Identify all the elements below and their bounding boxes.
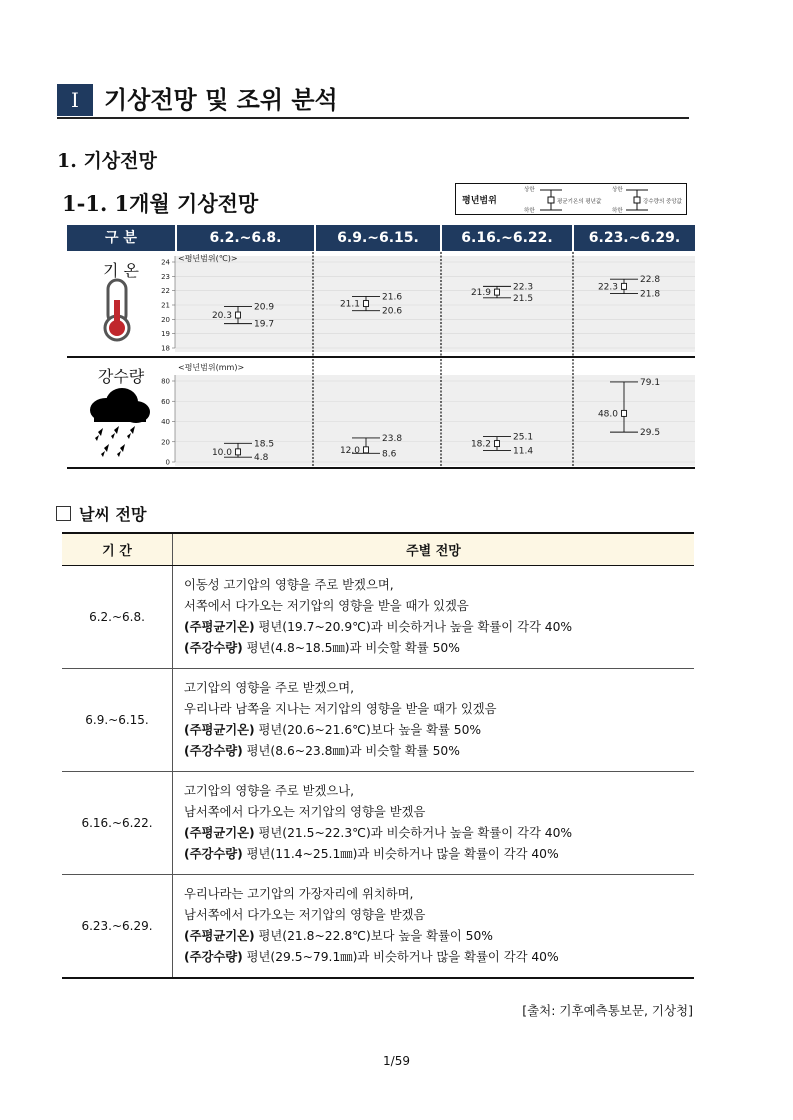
rain-text: 평년(11.4~25.1㎜)과 비슷하거나 많을 확률이 각각 40%: [242, 847, 559, 861]
mid-value-label: 21.1: [339, 299, 360, 310]
rain-tag: (주강수량): [184, 744, 243, 758]
upper-value-label: 22.8: [640, 275, 661, 286]
legend-lower-label: 하한: [524, 208, 535, 214]
rain-tag: (주강수량): [184, 950, 243, 964]
outlook-line-2: 남서쪽에서 다가오는 저기압의 영향을 받겠음: [184, 908, 426, 922]
mid-marker: [236, 449, 241, 455]
weather-outlook-table: [62, 532, 694, 979]
row-outlook: [173, 875, 695, 979]
plot-area: [175, 256, 695, 352]
temp-tag: (주평균기온): [184, 929, 255, 943]
temp-text: 평년(20.6~21.6℃)보다 높을 확률 50%: [254, 723, 482, 737]
y-tick-label: 0: [165, 458, 170, 467]
chart-header-period-4: 6.23.~6.29.: [588, 230, 681, 246]
temp-text: 평년(21.5~22.3℃)과 비슷하거나 높을 확률이 각각 40%: [254, 826, 573, 840]
chart-bottom-border: [67, 467, 695, 469]
mid-value-label: 22.3: [597, 282, 618, 293]
outlook-line-1: 고기압의 영향을 주로 받겠으나,: [184, 784, 355, 798]
outlook-temp: [184, 926, 694, 947]
table-row: [62, 566, 694, 669]
chart-header-category: 구 분: [105, 230, 137, 246]
rain-tag: (주강수량): [184, 847, 243, 861]
temperature-range-chart: [140, 252, 695, 356]
col-outlook-header: 주별 전망: [173, 533, 695, 566]
y-tick-label: 80: [161, 377, 170, 386]
outlook-temp: [184, 720, 694, 741]
mid-marker: [495, 441, 500, 447]
mid-marker: [364, 447, 369, 453]
y-tick-label: 22: [161, 287, 170, 296]
y-tick-label: 20: [161, 438, 170, 447]
thermometer-icon: [98, 278, 138, 342]
chart-header-period-3: 6.16.~6.22.: [461, 230, 553, 246]
temp-tag: (주평균기온): [184, 620, 255, 634]
upper-value-label: 23.8: [382, 433, 403, 444]
outlook-temp: [184, 617, 694, 638]
outlook-line-2: 서쪽에서 다가오는 저기압의 영향을 받을 때가 있겠음: [184, 599, 469, 613]
col-period-header: 기 간: [62, 533, 173, 566]
checkbox-icon: [56, 506, 71, 521]
y-tick-label: 24: [161, 258, 170, 267]
mid-marker: [236, 312, 241, 318]
rain-tag: (주강수량): [184, 641, 243, 655]
upper-value-label: 22.3: [513, 282, 534, 293]
legend-upper-label: 상한: [524, 187, 535, 193]
temp-text: 평년(19.7~20.9℃)과 비슷하거나 높을 확률이 각각 40%: [254, 620, 573, 634]
outlook-line-1: 이동성 고기압의 영향을 주로 받겠으며,: [184, 578, 394, 592]
mid-marker: [622, 410, 627, 416]
chart-title: <평년범위(mm)>: [178, 363, 245, 372]
legend-title: 평년범위: [462, 196, 497, 206]
upper-value-label: 79.1: [640, 377, 661, 388]
mid-marker: [622, 283, 627, 289]
source-citation: [출처: 기후예측통보문, 기상청]: [522, 1003, 693, 1018]
lower-value-label: 20.6: [382, 306, 403, 317]
lower-value-label: 11.4: [513, 446, 534, 457]
weather-outlook-title: 날씨 전망: [56, 502, 146, 525]
legend-temp-label: 평균기온의 평년값: [557, 199, 602, 205]
outlook-line-1: 고기압의 영향을 주로 받겠으며,: [184, 681, 355, 695]
temp-row-label: 기 온: [103, 261, 139, 280]
y-tick-label: 21: [161, 301, 170, 310]
mid-marker: [495, 289, 500, 295]
lower-value-label: 29.5: [640, 428, 661, 439]
row-period: 6.2.~6.8.: [62, 566, 173, 669]
upper-value-label: 20.9: [254, 302, 275, 313]
y-tick-label: 60: [161, 397, 170, 406]
rainfall-range-chart: [140, 359, 695, 469]
rain-text: 평년(8.6~23.8㎜)과 비슷할 확률 50%: [242, 744, 460, 758]
table-row: [62, 875, 694, 979]
temp-tag: (주평균기온): [184, 723, 255, 737]
chart-header-period-2: 6.9.~6.15.: [337, 230, 419, 246]
mid-value-label: 18.2: [470, 439, 491, 450]
legend-upper-label-2: 상한: [612, 187, 623, 193]
table-row: [62, 669, 694, 772]
y-tick-label: 23: [161, 272, 170, 281]
y-tick-label: 20: [161, 315, 170, 324]
chart-header: [67, 225, 695, 251]
mid-value-label: 12.0: [339, 445, 360, 456]
lower-value-label: 4.8: [254, 453, 269, 464]
section-underline: [57, 117, 689, 119]
upper-value-label: 18.5: [254, 439, 275, 450]
y-tick-label: 18: [161, 344, 170, 353]
lower-value-label: 19.7: [254, 319, 275, 330]
section-number-badge: I: [57, 84, 93, 116]
mid-marker: [364, 301, 369, 307]
mid-value-label: 10.0: [211, 447, 232, 458]
chart-header-period-1: 6.2.~6.8.: [209, 230, 282, 246]
outlook-temp: [184, 823, 694, 844]
outlook-line-2: 남서쪽에서 다가오는 저기압의 영향을 받겠음: [184, 805, 426, 819]
temp-tag: (주평균기온): [184, 826, 255, 840]
legend-rain-label: 강수량의 중앙값: [643, 199, 682, 205]
lower-value-label: 8.6: [382, 449, 397, 460]
row-outlook: [173, 566, 695, 669]
y-tick-label: 40: [161, 418, 170, 426]
upper-value-label: 25.1: [513, 432, 534, 443]
heading-monthly-outlook: 1-1. 1개월 기상전망: [62, 191, 259, 216]
row-period: 6.23.~6.29.: [62, 875, 173, 979]
chart-legend: [455, 183, 687, 215]
outlook-rain: [184, 947, 694, 968]
legend-lower-label-2: 하한: [612, 208, 623, 214]
chart-row-divider: [67, 356, 695, 358]
chart-title: <평년범위(℃)>: [178, 254, 238, 263]
row-outlook: [173, 669, 695, 772]
outlook-rain: [184, 638, 694, 659]
table-row: [62, 772, 694, 875]
mid-value-label: 48.0: [597, 409, 618, 420]
outlook-line-2: 우리나라 남쪽을 지나는 저기압의 영향을 받을 때가 있겠음: [184, 702, 497, 716]
row-outlook: [173, 772, 695, 875]
lower-value-label: 21.5: [513, 293, 534, 304]
mid-value-label: 20.3: [211, 311, 232, 322]
plot-area: [175, 375, 695, 466]
row-period: 6.9.~6.15.: [62, 669, 173, 772]
outlook-rain: [184, 844, 694, 865]
section-title: 기상전망 및 조위 분석: [104, 86, 338, 114]
y-tick-label: 19: [161, 330, 170, 339]
page-number: 1/59: [383, 1054, 410, 1068]
heading-weather-outlook: 1. 기상전망: [57, 150, 157, 172]
mid-value-label: 21.9: [470, 288, 491, 299]
temp-text: 평년(21.8~22.8℃)보다 높을 확률이 50%: [254, 929, 493, 943]
outlook-rain: [184, 741, 694, 762]
rain-text: 평년(4.8~18.5㎜)과 비슷할 확률 50%: [242, 641, 460, 655]
upper-value-label: 21.6: [382, 292, 403, 303]
outlook-line-1: 우리나라는 고기압의 가장자리에 위치하며,: [184, 887, 414, 901]
lower-value-label: 21.8: [640, 289, 661, 300]
row-period: 6.16.~6.22.: [62, 772, 173, 875]
rain-row-label: 강수량: [97, 367, 145, 386]
rain-text: 평년(29.5~79.1㎜)과 비슷하거나 많을 확률이 각각 40%: [242, 950, 559, 964]
